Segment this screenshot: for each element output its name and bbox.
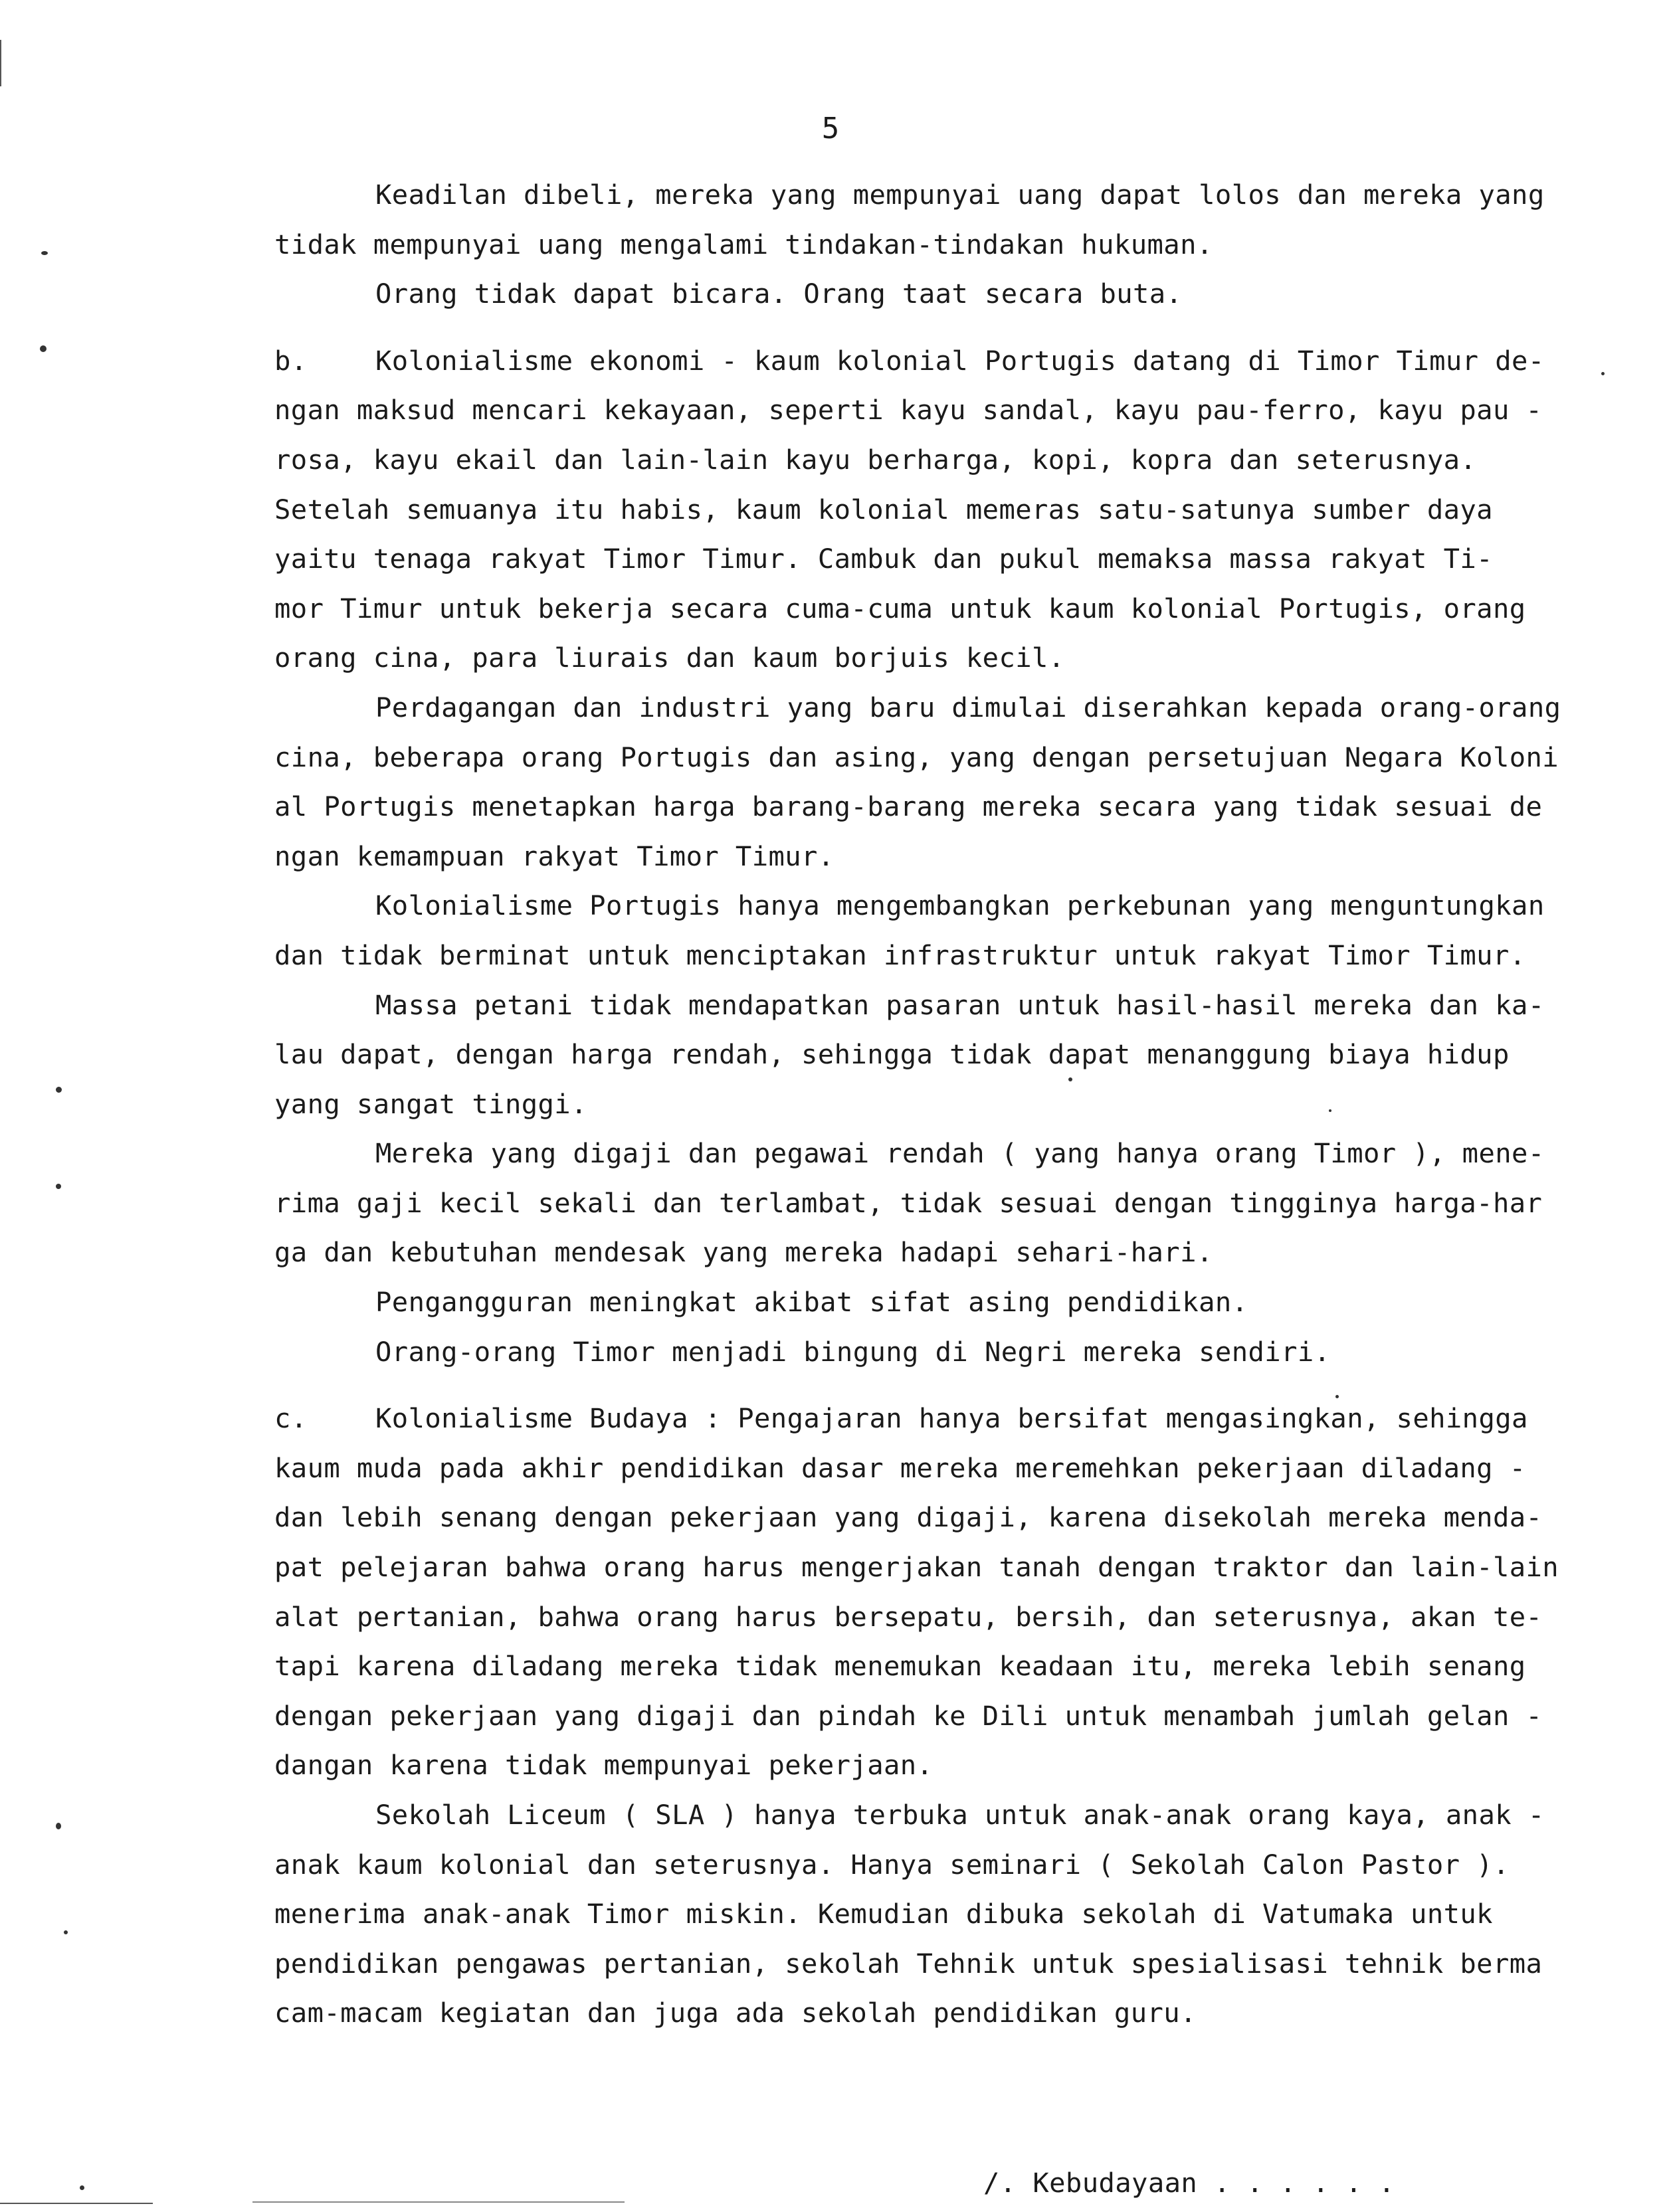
paragraph-line: orang cina, para liurais dan kaum borjuis kecil.: [274, 642, 1065, 674]
paragraph-line: rima gaji kecil sekali dan terlambat, tidak sesuai dengan tingginya harga-har: [274, 1186, 1543, 1219]
paragraph-line: Orang-orang Timor menjadi bingung di Negri mereka sendiri.: [375, 1335, 1331, 1368]
paragraph-line: yang sangat tinggi.: [274, 1087, 587, 1120]
paragraph-line: menerima anak-anak Timor miskin. Kemudian dibuka sekolah di Vatumaka untuk: [274, 1898, 1493, 1930]
section-heading-line: [274, 336, 1570, 386]
paragraph-line: dengan pekerjaan yang digaji dan pindah ke Dili untuk menambah jumlah gelan -: [274, 1699, 1543, 1732]
scan-edge-line: [252, 2201, 625, 2203]
paragraph-line: pendidikan pengawas pertanian, sekolah Tehnik untuk spesialisasi tehnik berma: [274, 1947, 1543, 1980]
paragraph-line: dangan karena tidak mempunyai pekerjaan.: [274, 1749, 933, 1782]
paragraph-line: ga dan kebutuhan mendesak yang mereka hadapi sehari-hari.: [274, 1236, 1213, 1269]
paragraph-line: mor Timur untuk bekerja secara cuma-cuma untuk kaum kolonial Portugis, orang: [274, 592, 1526, 624]
paragraph-line: yaitu tenaga rakyat Timor Timur. Cambuk dan pukul memaksa massa rakyat Ti-: [274, 543, 1493, 575]
continuation-footer: /. Kebudayaan . . . . . .: [983, 2167, 1395, 2199]
paragraph-line: cam-macam kegiatan dan juga ada sekolah pendidikan guru.: [274, 1997, 1197, 2029]
section-first-line: Kolonialisme Budaya : Pengajaran hanya bersifat mengasingkan, sehingga: [375, 1402, 1528, 1435]
page-number: 5: [821, 112, 840, 145]
paragraph-line: Mereka yang digaji dan pegawai rendah ( yang hanya orang Timor ), mene-: [375, 1137, 1545, 1170]
scan-edge-line: [0, 40, 1, 86]
section-a-tail: [274, 170, 1570, 319]
paragraph-line: Perdagangan dan industri yang baru dimulai diserahkan kepada orang-orang: [375, 691, 1561, 723]
paragraph-line: dan lebih senang dengan pekerjaan yang digaji, karena disekolah mereka menda-: [274, 1501, 1543, 1534]
paragraph-line: Kolonialisme Portugis hanya mengembangkan perkebunan yang menguntungkan: [375, 889, 1545, 922]
paragraph-line: Setelah semuanya itu habis, kaum kolonial memeras satu-satunya sumber daya: [274, 493, 1493, 525]
paragraph-line: Sekolah Liceum ( SLA ) hanya terbuka untuk anak-anak orang kaya, anak -: [375, 1799, 1545, 1831]
section-c: [274, 1394, 1570, 2038]
paragraph-line: Massa petani tidak mendapatkan pasaran untuk hasil-hasil mereka dan ka-: [375, 988, 1545, 1021]
paragraph-line: tidak mempunyai uang mengalami tindakan-tindakan hukuman.: [274, 228, 1213, 260]
paragraph-line: Orang tidak dapat bicara. Orang taat secara buta.: [375, 278, 1183, 310]
paragraph-line: ngan maksud mencari kekayaan, seperti kayu sandal, kayu pau-ferro, kayu pau -: [274, 394, 1543, 426]
paragraph-line: kaum muda pada akhir pendidikan dasar mereka meremehkan pekerjaan diladang -: [274, 1451, 1526, 1484]
paragraph-line: alat pertanian, bahwa orang harus bersepatu, bersih, dan seterusnya, akan te-: [274, 1600, 1543, 1633]
paragraph-line: pat pelejaran bahwa orang harus mengerjakan tanah dengan traktor dan lain-lain: [274, 1551, 1559, 1584]
section-letter: b.: [274, 344, 308, 377]
paragraph-line: lau dapat, dengan harga rendah, sehingga tidak dapat menanggung biaya hidup: [274, 1038, 1510, 1071]
paragraph-line: tapi karena diladang mereka tidak menemukan keadaan itu, mereka lebih senang: [274, 1650, 1526, 1683]
paragraph-line: anak kaum kolonial dan seterusnya. Hanya seminari ( Sekolah Calon Pastor ).: [274, 1848, 1510, 1881]
paragraph-line: Keadilan dibeli, mereka yang mempunyai uang dapat lolos dan mereka yang: [375, 179, 1545, 211]
section-b: [274, 336, 1570, 1376]
paragraph-line: Pengangguran meningkat akibat sifat asing pendidikan.: [375, 1286, 1248, 1319]
section-heading-line: [274, 1394, 1570, 1443]
section-letter: c.: [274, 1402, 308, 1435]
paragraph-line: ngan kemampuan rakyat Timor Timur.: [274, 840, 834, 872]
paragraph-line: al Portugis menetapkan harga barang-barang mereka secara yang tidak sesuai de: [274, 790, 1543, 823]
document-body: [274, 170, 1570, 2038]
paragraph-line: dan tidak berminat untuk menciptakan infrastruktur untuk rakyat Timor Timur.: [274, 939, 1526, 971]
paragraph-line: rosa, kayu ekail dan lain-lain kayu berharga, kopi, kopra dan seterusnya.: [274, 443, 1477, 476]
paragraph-line: cina, beberapa orang Portugis dan asing, yang dengan persetujuan Negara Koloni: [274, 741, 1559, 773]
scan-edge-line: [0, 2203, 153, 2204]
section-first-line: Kolonialisme ekonomi - kaum kolonial Portugis datang di Timor Timur de-: [375, 344, 1545, 377]
